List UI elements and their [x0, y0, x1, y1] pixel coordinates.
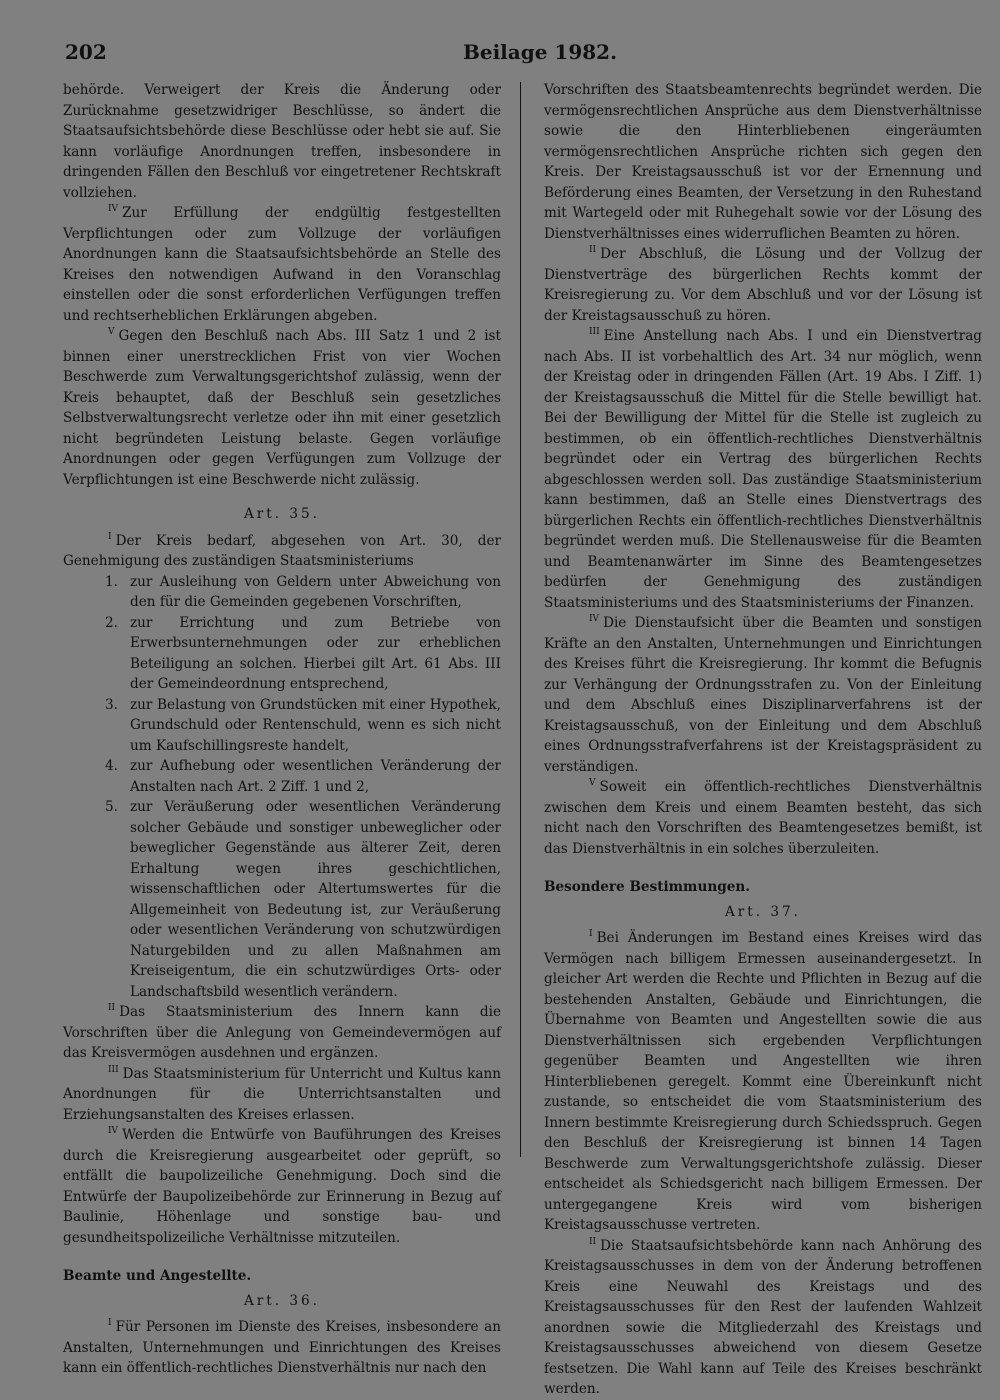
article-heading: Art. 36. — [243, 1292, 321, 1309]
list-number: 5. — [105, 799, 118, 815]
paragraph-text: Werden die Entwürfe von Bauführungen des Kreises durch die Kreisregierung ausgearbeitet oder geprüft, so entfällt die baupolizeiliche Genehmigung. Doch sind die Entwürfe der Baupolizeibehörde zur Erinnerung in Bezug auf Baulinie, Höhenlage und sonstige bau- und gesundheitspolizeiliche Verhältnisse mitzuteilen. — [63, 1127, 501, 1246]
list-item — [63, 797, 501, 1002]
paragraph-number: IV — [108, 204, 119, 215]
paragraph-text: Bei Änderungen im Bestand eines Kreises wird das Vermögen nach billigem Ermessen auseinandergesetzt. In gleicher Art werden die Rechte und Pflichten in Bezug auf die bestehenden Anstalten, Gebäude und Einrichtungen, die Übernahme von Beamten und Angestellten sowie die aus Dienstverhältnissen sich ergebenden Verpflichtungen gegenüber Beamten und Angestellten wie ihren Hinterbliebenen geregelt. Kommt eine Übereinkunft nicht zustande, so entscheidet die vom Staatsministerium des Innern bestimmte Kreisregierung durch Schiedsspruch. Gegen den Beschluß der Kreisregierung ist binnen 14 Tagen Beschwerde zum Verwaltungsgerichtshofe zulässig. Dieser entscheidet als Schiedsgericht nach billigem Ermessen. Der untergegangene Kreis wird vom bisherigen Kreistagsausschusse vertreten. — [544, 930, 982, 1233]
paragraph-number: I — [589, 929, 593, 940]
page-header — [65, 40, 935, 70]
paragraph-text: Zur Erfüllung der endgültig festgestellten Verpflichtungen oder zum Vollzuge der vorläufigen Anordnungen kann die Staatsaufsichtsbehörde an Stelle des Kreises den notwendigen Aufwand in den Voranschlag einstellen oder die sonst erforderlichen Verfügungen treffen und rechtserheblichen Erklärungen abgeben. — [63, 205, 501, 324]
paragraph-number: V — [108, 327, 115, 338]
paragraph — [63, 1125, 501, 1248]
paragraph — [63, 1317, 501, 1379]
section-heading: Besondere Bestimmungen. — [544, 879, 750, 895]
article-heading: Art. 37. — [724, 903, 802, 920]
list-text: zur Belastung von Grundstücken mit einer Hypothek, Grundschuld oder Rentenschuld, wenn es sich nicht um Kaufschillingsreste handelt, — [130, 696, 501, 754]
paragraph-text: Eine Anstellung nach Abs. I und ein Dienstvertrag nach Abs. II ist vorbehaltlich des Art. 34 nur möglich, wenn der Kreistag oder in dringenden Fällen (Art. 19 Abs. I Ziff. 1) der Kreistagsausschuß die Mittel für die Stelle bewilligt hat. Bei der Bewilligung der Mittel für die Stelle ist zugleich zu bestimmen, ob ein öffentlich-rechtliches Dienstverhältnis begründet oder ein Vertrag des bürgerlichen Rechts abgeschlossen werden soll. Das zuständige Staatsministerium kann bestimmen, daß an Stelle eines Dienstvertrags des bürgerlichen Rechts ein öffentlich-rechtliches Dienstverhältnis begründet werden muß. Die Stellenausweise für die Beamten und Beamtenanwärter im Sinne des Beamtengesetzes bedürfen der Genehmigung des zuständigen Staatsministeriums und des Staatsministeriums der Finanzen. — [544, 328, 982, 611]
paragraph — [544, 326, 982, 613]
column-divider — [520, 82, 521, 1157]
paragraph-text: Das Staatsministerium des Innern kann die Vorschriften über die Anlegung von Gemeindevermögen auf das Kreisvermögen ausdehnen und ergänzen. — [63, 1004, 501, 1061]
left-column — [63, 80, 501, 1376]
paragraph-number: IV — [589, 614, 600, 625]
paragraph — [544, 1236, 982, 1400]
list-item — [63, 695, 501, 757]
paragraph: behörde. Verweigert der Kreis die Änderung oder Zurücknahme gesetzwidriger Beschlüsse, so ändert die Staatsaufsichtsbehörde diese Beschlüsse oder hebt sie auf. Sie kann vorläufige Anordnungen treffen, insbesondere in dringenden Fällen den Beschluß vor eingetretener Rechtskraft vollziehen. — [63, 82, 501, 201]
paragraph — [544, 613, 982, 777]
paragraph-number: III — [108, 1064, 119, 1075]
paragraph — [63, 1064, 501, 1126]
paragraph — [63, 531, 501, 572]
list-number: 4. — [105, 758, 118, 774]
list-text: zur Veräußerung oder wesentlichen Veränderung solcher Gebäude und sonstiger unbeweglicher oder beweglicher Gegenstände aus älterer Zeit, deren Erhaltung wegen ihres geschichtlichen, wissenschaftlichen oder Altertumswertes für die Allgemeinheit von Bedeutung ist, zur Veräußerung oder wesentlichen Veränderung von schutzwürdigen Naturgebilden und zu allen Maßnahmen am Kreiseigentum, die ein schutzwürdiges Orts- oder Landschaftsbild wesentlich verändern. — [130, 799, 501, 1000]
paragraph-text: Für Personen im Dienste des Kreises, insbesondere an Anstalten, Unternehmungen und Einrichtungen des Kreises kann ein öffentlich-rechtliches Dienstverhältnis nur nach den — [63, 1319, 501, 1376]
paragraph-text: Soweit ein öffentlich-rechtliches Dienstverhältnis zwischen dem Kreis und einem Beamten besteht, das sich nicht nach den Vorschriften des Beamtengesetzes bemißt, ist das Dienstverhältnis in ein solches überzuleiten. — [544, 779, 982, 857]
running-title: Beilage 1982. — [462, 40, 618, 64]
right-column — [544, 80, 982, 1397]
list-number: 2. — [105, 614, 118, 631]
paragraph-text: Gegen den Beschluß nach Abs. III Satz 1 und 2 ist binnen einer unerstrecklichen Frist von vier Wochen Beschwerde zum Verwaltungsgerichtshof zulässig, wenn der Kreis behauptet, daß der Beschluß sein gesetzliches Selbstverwaltungsrecht verletze oder ihn mit einer gesetzlich nicht begründeten Leistung belaste. Gegen vorläufige Anordnungen oder gegen Verfügungen zum Vollzuge der Verpflichtungen ist eine Beschwerde nicht zulässig. — [63, 328, 501, 488]
list-item — [63, 613, 501, 695]
paragraph-number: III — [589, 327, 600, 338]
paragraph-number: II — [589, 1236, 597, 1247]
list-number: 1. — [105, 573, 118, 590]
paragraph-number: IV — [108, 1126, 119, 1137]
paragraph-text: Der Kreis bedarf, abgesehen von Art. 30, der Genehmigung des zuständigen Staatsministeriums — [63, 532, 501, 569]
paragraph — [544, 244, 982, 326]
paragraph-number: I — [108, 1318, 112, 1329]
paragraph-number: II — [108, 1003, 116, 1014]
paragraph-number: II — [589, 245, 597, 256]
paragraph-text: Das Staatsministerium für Unterricht und Kultus kann Anordnungen für die Unterrichtsanstalten und Erziehungsanstalten des Kreises erlassen. — [63, 1065, 501, 1123]
section-heading: Beamte und Angestellte. — [63, 1268, 252, 1284]
list-text: zur Errichtung und zum Betriebe von Erwerbsunternehmungen oder zur erheblichen Beteiligung an solchen. Hierbei gilt Art. 61 Abs. III der Gemeindeordnung entsprechend, — [130, 614, 501, 692]
paragraph-text: Der Abschluß, die Lösung und der Vollzug der Dienstverträge des bürgerlichen Rechts kommt der Kreisregierung zu. Vor dem Abschluß und vor der Lösung ist der Kreistagsausschuß zu hören. — [544, 246, 982, 324]
list-text: zur Aufhebung oder wesentlichen Veränderung der Anstalten nach Art. 2 Ziff. 1 und 2, — [130, 758, 501, 795]
paragraph — [63, 203, 501, 326]
paragraph — [544, 928, 982, 1236]
paragraph — [63, 326, 501, 490]
list-number: 3. — [105, 696, 118, 713]
paragraph-text: Die Staatsaufsichtsbehörde kann nach Anhörung des Kreistagsausschusses in dem von der Änderung betroffenen Kreis eine Neuwahl des Kreistags und des Kreistagsausschusses für den Rest der laufenden Wahlzeit anordnen sowie die Mitgliederzahl des Kreistags und Kreistagsausschusses abweichend von diesem Gesetze festsetzen. Die Wahl kann auf Teile des Kreises beschränkt werden. — [544, 1237, 982, 1397]
list-item — [63, 572, 501, 613]
paragraph — [63, 1002, 501, 1064]
list-item — [63, 756, 501, 797]
list-text: zur Ausleihung von Geldern unter Abweichung von den für die Gemeinden gegebenen Vorschriften, — [130, 573, 501, 610]
article-heading: Art. 35. — [243, 506, 321, 522]
page-number: 202 — [65, 40, 107, 64]
paragraph-number: I — [108, 531, 112, 542]
paragraph-number: V — [589, 778, 596, 789]
paragraph-text: Die Dienstaufsicht über die Beamten und sonstigen Kräfte an den Anstalten, Unternehmungen und Einrichtungen des Kreises führt die Kreisregierung. Ihr kommt die Befugnis zur Verhängung der Ordnungsstrafen zu. Von der Einleitung und dem Abschluß eines Disziplinarverfahrens ist der Kreistagsausschuß, von der Einleitung und dem Abschluß eines Ordnungsstrafverfahrens ist der Kreistagspräsident zu verständigen. — [544, 615, 982, 775]
numbered-list — [63, 572, 501, 1003]
paragraph: Vorschriften des Staatsbeamtenrechts begründet werden. Die vermögensrechtlichen Ansprüche aus dem Dienstverhältnisse sowie die den Hinterbliebenen eingeräumten vermögensrechtlichen Ansprüche richten sich gegen den Kreis. Der Kreistagsausschuß ist vor der Ernennung und Beförderung eines Beamten, der Versetzung in den Ruhestand mit Wartegeld oder mit Ruhegehalt sowie vor der Lösung des Dienstverhältnisses eines widerruflichen Beamten zu hören. — [544, 82, 982, 242]
paragraph — [544, 777, 982, 859]
